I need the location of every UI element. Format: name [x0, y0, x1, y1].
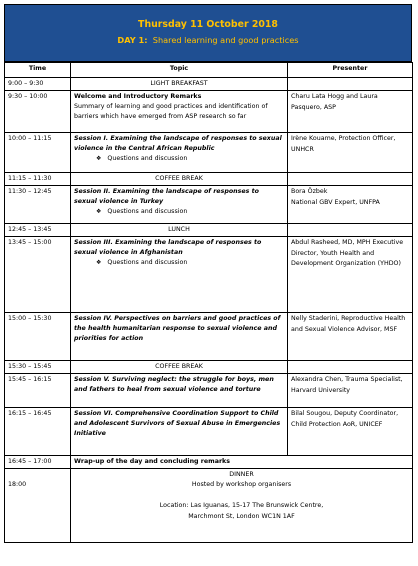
row-topic: Wrap-up of the day and concluding remarks — [71, 456, 413, 469]
row-time: 12:45 – 13:45 — [5, 224, 71, 237]
dinner-location-line2: Marchmont St, London WC1N 1AF — [188, 513, 295, 520]
table-row — [5, 78, 413, 91]
row-topic — [71, 313, 288, 361]
questions-label: Questions and discussion — [107, 155, 188, 162]
row-time: 16:45 – 17:00 — [5, 456, 71, 469]
row-presenter — [288, 186, 413, 224]
header-day — [5, 35, 411, 45]
dinner-host: Hosted by workshop organisers — [191, 481, 292, 488]
presenter-name: Bora Özbek — [291, 188, 328, 195]
header-topic: Topic — [71, 63, 288, 78]
row-title: Session III. Examining the landscape of responses to sexual violence in Afghanistan — [74, 239, 262, 256]
agenda-table — [4, 62, 413, 543]
table-row — [5, 361, 413, 374]
questions-discussion — [74, 154, 284, 164]
row-topic — [71, 237, 288, 313]
row-time: 9:30 – 10:00 — [5, 91, 71, 133]
row-presenter: Nelly Staderini, Reproductive Health and Sexual Violence Advisor, MSF — [288, 313, 413, 361]
row-topic — [71, 133, 288, 173]
table-row — [5, 186, 413, 224]
row-topic: LUNCH — [71, 224, 288, 237]
row-title: Session VI. Comprehensive Coordination Support to Child and Adolescent Survivors of Sexual Abuse in Emergencies Initiative — [74, 410, 281, 437]
row-time: 9:00 – 9:30 — [5, 78, 71, 91]
dinner-title: DINNER — [229, 471, 254, 478]
table-row — [5, 237, 413, 313]
dinner-time: 18:00 — [8, 481, 27, 488]
row-topic — [71, 408, 288, 456]
dinner-cell — [71, 469, 413, 543]
header-time: Time — [5, 63, 71, 78]
row-topic — [71, 374, 288, 408]
row-title: Session II. Examining the landscape of responses to sexual violence in Turkey — [74, 188, 259, 205]
table-row — [5, 133, 413, 173]
row-presenter: Abdul Rasheed, MD, MPH Executive Director, Youth Health and Development Organization (YHDO) — [288, 237, 413, 313]
agenda-header — [4, 4, 412, 62]
row-presenter — [288, 173, 413, 186]
header-presenter: Presenter — [288, 63, 413, 78]
header-day-label: DAY 1: — [117, 35, 148, 45]
questions-label: Questions and discussion — [107, 208, 188, 215]
row-topic: LIGHT BREAKFAST — [71, 78, 288, 91]
row-time: 11:15 – 11:30 — [5, 173, 71, 186]
dinner-location — [74, 500, 409, 522]
row-title: Session IV. Perspectives on barriers and good practices of the health humanitarian response to sexual violence and priorities for action — [74, 315, 281, 342]
row-presenter: Bilal Sougou, Deputy Coordinator, Child Protection AoR, UNICEF — [288, 408, 413, 456]
table-row — [5, 313, 413, 361]
header-day-title: Shared learning and good practices — [152, 35, 299, 45]
row-title: Session V. Surviving neglect: the struggle for boys, men and fathers to heal from sexual violence and torture — [74, 376, 274, 393]
row-presenter: Charu Lata Hogg and Laura Pasquero, ASP — [288, 91, 413, 133]
row-time: 16:15 – 16:45 — [5, 408, 71, 456]
row-topic: COFFEE BREAK — [71, 173, 288, 186]
table-row — [5, 374, 413, 408]
table-row — [5, 224, 413, 237]
row-topic — [71, 91, 288, 133]
row-presenter — [288, 224, 413, 237]
row-presenter — [288, 361, 413, 374]
diamond-bullet-icon: ❖ — [96, 208, 102, 215]
row-time: 15:00 – 15:30 — [5, 313, 71, 361]
row-time: 11:30 – 12:45 — [5, 186, 71, 224]
questions-discussion — [74, 207, 284, 217]
table-header-row — [5, 63, 413, 78]
row-presenter: Irène Kouame, Protection Officer, UNHCR — [288, 133, 413, 173]
table-row — [5, 456, 413, 469]
agenda-page — [4, 4, 412, 543]
diamond-bullet-icon: ❖ — [96, 259, 102, 266]
questions-discussion — [74, 258, 284, 268]
row-title: Welcome and Introductory Remarks — [74, 93, 202, 100]
row-title: Session I. Examining the landscape of responses to sexual violence in the Central African Republic — [74, 135, 282, 152]
row-presenter — [288, 78, 413, 91]
row-time: 10:00 – 11:15 — [5, 133, 71, 173]
table-row — [5, 408, 413, 456]
row-topic: COFFEE BREAK — [71, 361, 288, 374]
row-time: 13:45 – 15:00 — [5, 237, 71, 313]
table-row — [5, 173, 413, 186]
row-time — [5, 469, 71, 543]
table-row — [5, 469, 413, 543]
row-topic — [71, 186, 288, 224]
row-description: Summary of learning and good practices and identification of barriers which have emerged from ASP research so far — [74, 103, 268, 120]
row-time: 15:30 – 15:45 — [5, 361, 71, 374]
header-date: Thursday 11 October 2018 — [138, 19, 278, 30]
row-presenter: Alexandra Chen, Trauma Specialist, Harvard University — [288, 374, 413, 408]
table-row — [5, 91, 413, 133]
presenter-role: National GBV Expert, UNFPA — [291, 198, 380, 206]
questions-label: Questions and discussion — [107, 259, 188, 266]
diamond-bullet-icon: ❖ — [96, 155, 102, 162]
dinner-location-line1: Location: Las Iguanas, 15-17 The Brunswick Centre, — [159, 502, 324, 509]
row-time: 15:45 – 16:15 — [5, 374, 71, 408]
